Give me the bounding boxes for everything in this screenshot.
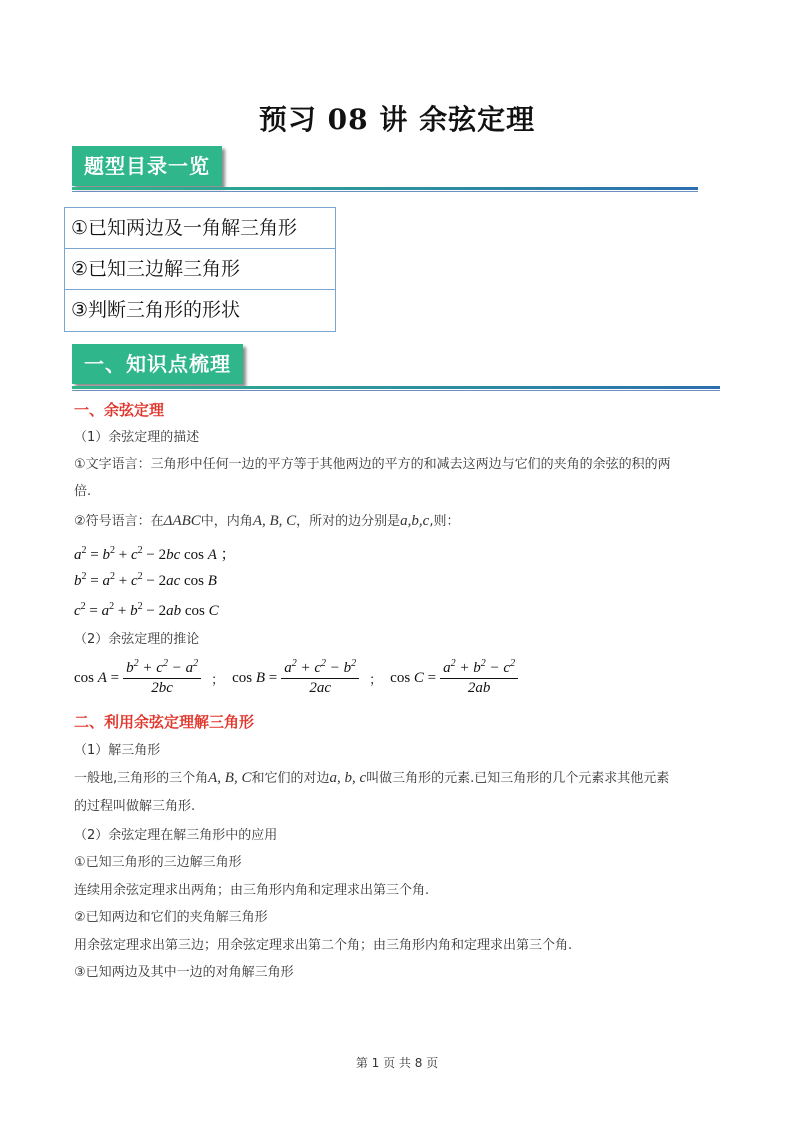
toc-item-1[interactable]: ①已知两边及一角解三角形 [65,208,335,249]
symbolic-mid1: 中，内角 [200,514,253,529]
cos-c-label: cos C = [390,669,437,686]
section-heading-cosine-law: 一、余弦定理 [74,401,165,419]
case3-title: ③已知两边及其中一边的对角解三角形 [74,965,294,980]
knowledge-banner-rule-thin [72,390,720,391]
text-wording-line1: ①文字语言：三角形中任何一边的平方等于其他两边的平方的和减去这两边与它们的夹角的余弦的积的两 [74,457,671,472]
text-wording-line2: 倍. [74,484,92,499]
def-sides: a, b, c [329,770,367,786]
case2-text: 用余弦定理求出第三边；用余弦定理求出第二个角；由三角形内角和定理求出第三个角. [74,938,573,953]
corollary-formulas [74,658,522,698]
fraction-cos-c: $\frac{a^2 + b^2 - c^2}{2ab}$ [440,660,518,697]
formula-b-squared: $b^2 = a^2 + c^2 - 2ac$ cos B [74,571,217,589]
case1-text: 连续用余弦定理求出两角；由三角形内角和定理求出第三个角. [74,883,430,898]
fraction-cos-a: $\frac{b^2 + c^2 - a^2}{2bc}$ [123,660,201,697]
text-symbolic [74,511,459,532]
toc-banner: 题型目录一览 [72,146,222,186]
symbolic-sides: a,b,c [400,513,430,529]
page-footer: 第 1 页 共 8 页 [355,1056,439,1070]
formula-c-squared: $c^2 = a^2 + b^2 - 2ab$ cos C [74,601,219,619]
cos-a-label: cos A = [74,669,120,686]
subheading-solve-triangle: （1）解三角形 [74,743,161,758]
knowledge-banner: 一、知识点梳理 [72,344,243,384]
subheading-description: （1）余弦定理的描述 [74,430,200,445]
symbolic-suffix: ,则： [429,514,460,529]
toc-banner-rule-thin [72,191,698,192]
def-angles: A, B, C [208,770,252,786]
cos-b-label: cos B = [232,669,278,686]
section-heading-solving: 二、利用余弦定理解三角形 [74,713,255,731]
case2-title: ②已知两边和它们的夹角解三角形 [74,910,268,925]
text-definition-line2: 的过程叫做解三角形. [74,799,196,814]
knowledge-banner-rule [72,386,720,389]
toc-box [64,207,336,332]
subheading-corollary: （2）余弦定理的推论 [74,632,200,647]
symbolic-angles: A, B, C [252,513,297,529]
separator-2: ； [369,672,383,688]
toc-banner-rule [72,187,698,190]
page-title: 预习 08 讲 余弦定理 [258,103,536,136]
symbolic-prefix: ②符号语言：在 [74,514,164,529]
toc-item-2[interactable]: ②已知三边解三角形 [65,249,335,290]
def-mid: 和它们的对边 [251,771,330,786]
text-definition-line1 [74,768,724,789]
formula-a-squared: $a^2 = b^2 + c^2 - 2bc$ cos A ； [74,545,236,563]
symbolic-triangle: ΔABC [163,513,201,529]
fraction-cos-b: $\frac{a^2 + c^2 - b^2}{2ac}$ [281,660,359,697]
case1-title: ①已知三角形的三边解三角形 [74,855,242,870]
def-prefix: 一般地,三角形的三个角 [74,771,209,786]
subheading-application: （2）余弦定理在解三角形中的应用 [74,828,278,843]
def-suffix: 叫做三角形的元素.已知三角形的几个元素求其他元素 [366,771,670,786]
separator-1: ； [211,672,225,688]
toc-item-3[interactable]: ③判断三角形的形状 [71,299,241,321]
symbolic-mid2: ，所对的边分别是 [296,514,401,529]
